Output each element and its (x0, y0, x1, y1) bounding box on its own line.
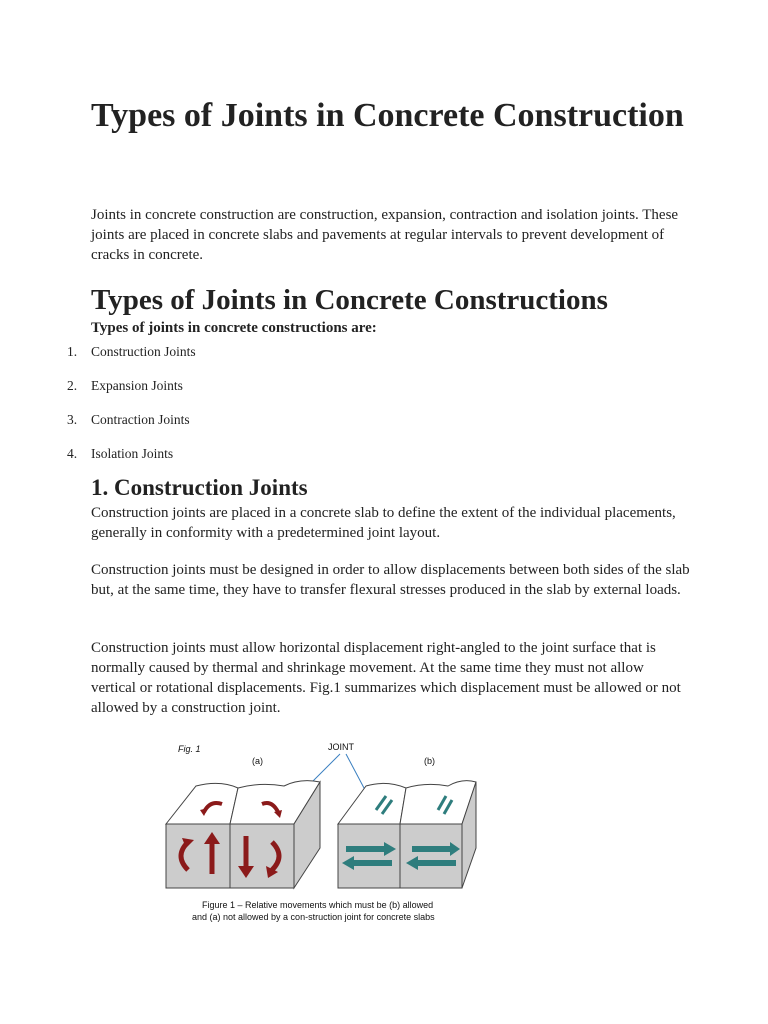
construction-joints-paragraph-3: Construction joints must allow horizontal displacement right-angled to the joint surface that is normally caused by thermal and shrinkage movement. At the same time they must not allow vertical or rotational displacements. Fig.1 summarizes which displacement must be allowed or not allowed by a construction joint. (91, 640, 681, 716)
construction-joints-paragraph-2: Construction joints must be designed in order to allow displacements between both sides of the slab but, at the same time, they have to transfer flexural stresses produced in the slab by external loads. (91, 562, 690, 598)
list-item-label: Contraction Joints (91, 412, 190, 427)
figure-caption-line-1: Figure 1 – Relative movements which must be (b) allowed (202, 900, 434, 910)
list-number: 2. (67, 378, 78, 393)
page-title: Types of Joints in Concrete Construction (91, 97, 684, 134)
block-b (338, 781, 476, 888)
joint-label: JOINT (328, 742, 354, 752)
list-number: 1. (67, 344, 78, 359)
figure-label: Fig. 1 (178, 744, 201, 754)
figure-1 (160, 738, 480, 928)
right-arrow-icon (412, 846, 452, 852)
construction-joints-heading: 1. Construction Joints (91, 475, 308, 500)
section-lead: Types of joints in concrete constructions are: (91, 320, 377, 336)
block-a (166, 781, 320, 888)
list-number: 3. (67, 412, 78, 427)
figure-1-illustration (160, 738, 480, 928)
list-item-label: Isolation Joints (91, 446, 174, 461)
right-arrow-icon (346, 846, 386, 852)
list-item-label: Construction Joints (91, 344, 196, 359)
intro-paragraph: Joints in concrete construction are construction, expansion, contraction and isolation joints. These joints are placed in concrete slabs and pavements at regular intervals to prevent development of cracks in concrete. (91, 207, 679, 263)
list-item-label: Expansion Joints (91, 378, 183, 393)
left-arrow-icon (352, 860, 392, 866)
construction-joints-paragraph-1: Construction joints are placed in a concrete slab to define the extent of the individual placements, generally in conformity with a predetermined joint layout. (91, 505, 676, 541)
left-arrow-icon (416, 860, 456, 866)
section-heading: Types of Joints in Concrete Constructions (91, 284, 608, 316)
list-number: 4. (67, 446, 78, 461)
figure-label-a: (a) (252, 756, 263, 766)
figure-caption-line-2: and (a) not allowed by a con-struction joint for concrete slabs (192, 912, 435, 922)
figure-label-b: (b) (424, 756, 435, 766)
